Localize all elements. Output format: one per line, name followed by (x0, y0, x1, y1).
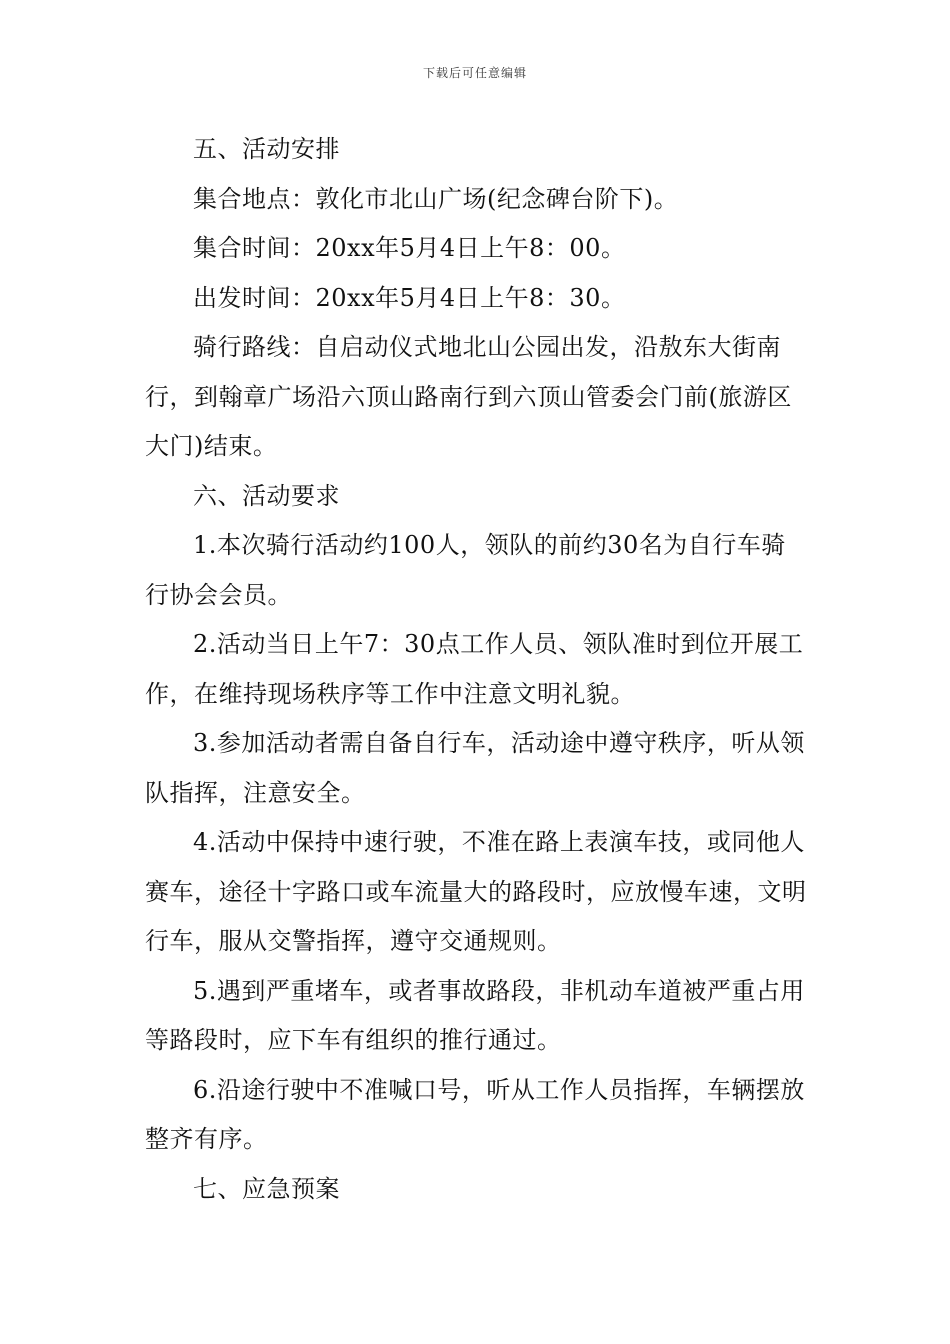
document-body (145, 125, 810, 1214)
section-heading-requirements: 六、活动要求 (193, 481, 340, 510)
requirement-6: 6.沿途行驶中不准喊口号，听从工作人员指挥，车辆摆放整齐有序。 (145, 1075, 805, 1153)
requirement-5: 5.遇到严重堵车，或者事故路段，非机动车道被严重占用等路段时，应下车有组织的推行通过。 (145, 976, 805, 1054)
departure-time: 出发时间：20xx年5月4日上午8：30。 (193, 283, 626, 312)
assembly-location: 集合地点：敦化市北山广场(纪念碑台阶下)。 (193, 184, 679, 213)
assembly-time: 集合时间：20xx年5月4日上午8：00。 (193, 234, 626, 262)
requirement-3: 3.参加活动者需自备自行车，活动途中遵守秩序，听从领队指挥，注意安全。 (145, 729, 805, 807)
section-heading-emergency: 七、应急预案 (193, 1174, 340, 1203)
section-heading-arrangement: 五、活动安排 (193, 135, 340, 163)
header-note: 下载后可任意编辑 (422, 66, 527, 80)
requirement-4: 4.活动中保持中速行驶，不准在路上表演车技，或同他人赛车，途径十字路口或车流量大的路段时，应放慢车速，文明行车，服从交警指挥，遵守交通规则。 (145, 828, 807, 955)
riding-route: 骑行路线：自启动仪式地北山公园出发，沿敖东大街南行，到翰章广场沿六顶山路南行到六顶山管委会门前(旅游区大门)结束。 (145, 333, 792, 460)
requirement-1: 1.本次骑行活动约100人，领队的前约30名为自行车骑行协会会员。 (145, 531, 786, 609)
requirement-2: 2.活动当日上午7：30点工作人员、领队准时到位开展工作，在维持现场秩序等工作中注意文明礼貌。 (145, 630, 804, 708)
